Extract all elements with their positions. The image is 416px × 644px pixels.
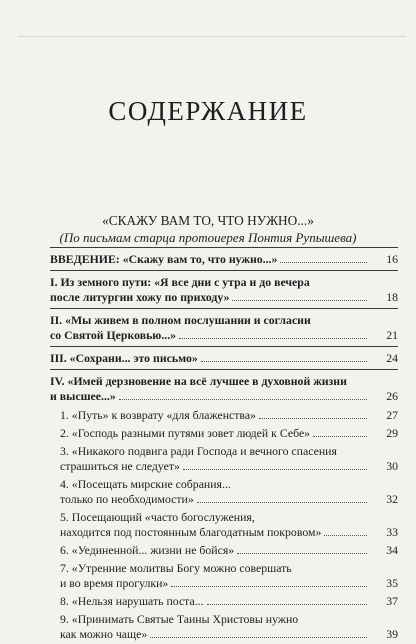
toc-entry-text: и во время прогулки»: [60, 576, 169, 590]
toc-entry-text: после литургии хожу по приходу»: [50, 290, 230, 304]
toc-entry-text: ВВЕДЕНИЕ: «Скажу вам то, что нужно...»: [50, 252, 278, 266]
leader-dots: [280, 262, 367, 263]
toc-entry-text: со Святой Церковью...»: [50, 328, 177, 342]
toc-page-number: 34: [386, 543, 398, 557]
toc-entry: [50, 509, 398, 542]
toc-entry: [50, 308, 398, 346]
toc-entry-text: 1. «Путь» к возврату «для блаженства»: [60, 408, 256, 422]
toc-page-number: 26: [386, 389, 398, 403]
toc-entry-text: 7. «Утренние молитвы Богу можно совершать: [60, 561, 292, 575]
toc-entry-text: 9. «Принимать Святые Таины Христовы нужно: [60, 612, 299, 626]
toc-entry-text: 5. Посещающий «часто богослужения,: [60, 510, 255, 524]
toc-page-number: 32: [386, 492, 398, 506]
leader-dots: [313, 436, 367, 437]
toc-entry-text: 4. «Посещать мирские собрания...: [60, 477, 231, 491]
leader-dots: [119, 399, 367, 400]
toc-page-number: 30: [386, 459, 398, 473]
toc-entry: [50, 476, 398, 509]
leader-dots: [232, 300, 367, 301]
toc-entry-text: как можно чаще»: [60, 627, 148, 641]
toc-entry: [50, 369, 398, 407]
toc-entry-text: только по необходимости»: [60, 492, 194, 506]
toc-page-number: 24: [386, 351, 398, 365]
toc-page-number: 37: [386, 594, 398, 608]
toc-entry-text: III. «Сохрани... это письмо»: [50, 351, 198, 365]
toc-entry: [50, 593, 398, 611]
leader-dots: [183, 469, 367, 470]
toc-entry-text: 2. «Господь разными путями зовет людей к Себе»: [60, 426, 311, 440]
page-title: СОДЕРЖАНИЕ: [108, 96, 308, 126]
leader-dots: [237, 553, 367, 554]
toc-entry-text: IV. «Имей дерзновение на всё лучшее в духовной жизни: [50, 374, 347, 388]
leader-dots: [197, 502, 367, 503]
leader-dots: [201, 361, 367, 362]
toc-entry-text: находится под постоянным благодатным покровом»: [60, 525, 322, 539]
table-of-contents: [50, 247, 398, 644]
toc-entry: [50, 560, 398, 593]
toc-page-number: 39: [386, 627, 398, 641]
toc-page-number: 33: [386, 525, 398, 539]
toc-page-number: 18: [386, 290, 398, 304]
toc-entry-text: I. Из земного пути: «Я все дни с утра и до вечера: [50, 275, 310, 289]
toc-page-number: 21: [386, 328, 398, 342]
toc-page-number: 35: [386, 576, 398, 590]
toc-entry-text: 8. «Нельзя нарушать поста...: [60, 594, 204, 608]
toc-entry: [50, 346, 398, 369]
leader-dots: [179, 338, 367, 339]
leader-dots: [207, 604, 367, 605]
leader-dots: [259, 418, 367, 419]
toc-entry: [50, 542, 398, 560]
toc-page-number: 16: [386, 252, 398, 266]
toc-entry-text: и высшее...»: [50, 389, 116, 403]
toc-page-number: 29: [386, 426, 398, 440]
toc-entry: [50, 443, 398, 476]
toc-page-number: 27: [386, 408, 398, 422]
leader-dots: [171, 586, 367, 587]
leader-dots: [150, 637, 367, 638]
toc-entry-text: страшиться не следует»: [60, 459, 180, 473]
toc-entry-text: II. «Мы живем в полном послушании и согласии: [50, 313, 311, 327]
toc-entry: [50, 407, 398, 425]
toc-entry: [50, 270, 398, 308]
section-subtitle: (По письмам старца протоиерея Понтия Рупышева): [59, 230, 357, 245]
toc-entry-text: 6. «Уединенной... жизни не бойся»: [60, 543, 235, 557]
toc-entry: [50, 611, 398, 644]
header-rule: [18, 36, 406, 37]
leader-dots: [324, 535, 367, 536]
toc-entry: [50, 247, 398, 270]
toc-entry: [50, 425, 398, 443]
section-title: «СКАЖУ ВАМ ТО, ЧТО НУЖНО...»: [102, 213, 314, 228]
toc-entry-text: 3. «Никакого подвига ради Господа и вечного спасения: [60, 444, 337, 458]
